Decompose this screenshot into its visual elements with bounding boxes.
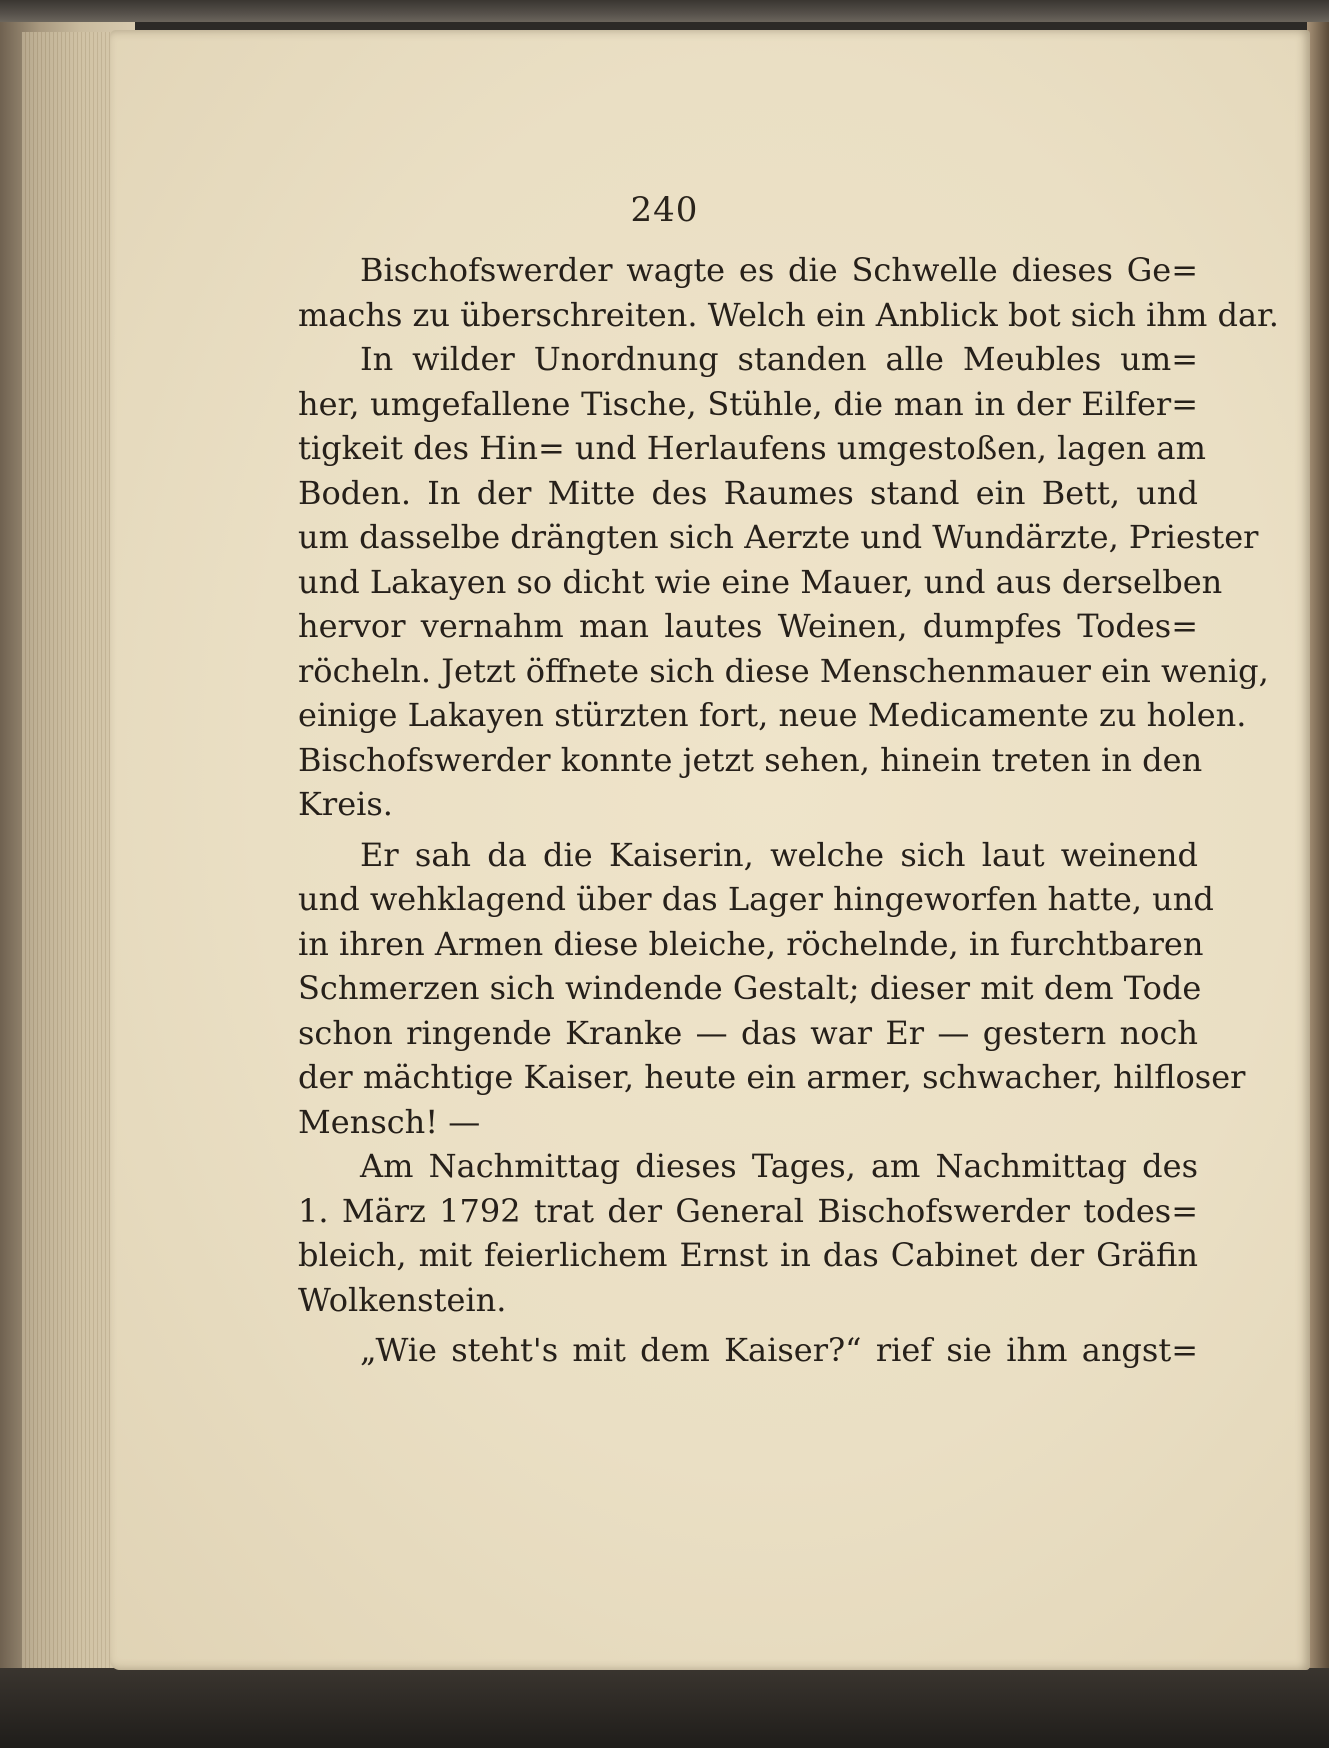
page-number: 240 <box>630 190 699 230</box>
text-line: In wilder Unordnung standen alle Meubles um= <box>360 340 1198 378</box>
text-line: Er sah da die Kaiserin, welche sich laut weinend <box>360 835 1198 874</box>
book-cover-right-edge <box>1307 22 1329 1682</box>
text-line: „Wie steht's mit dem Kaiser?“ rief sie ihm angst= <box>360 1331 1198 1369</box>
text-line: um dasselbe drängten sich Aerzte und Wundärzte, Priester <box>298 518 1259 556</box>
text-line: Bischofswerder konnte jetzt sehen, hinein treten in den <box>298 740 1203 779</box>
text-line: Schmerzen sich windende Gestalt; dieser mit dem Tode <box>298 969 1202 1007</box>
text-line: bleich, mit feierlichem Ernst in das Cabinet der Gräfin <box>298 1236 1198 1274</box>
text-line: Am Nachmittag dieses Tages, am Nachmittag des <box>360 1147 1198 1185</box>
text-line: Bischofswerder wagte es die Schwelle dieses Ge= <box>360 251 1198 289</box>
text-line: hervor vernahm man lautes Weinen, dumpfes Todes= <box>298 607 1198 645</box>
text-line: in ihren Armen diese bleiche, röchelnde, in furchtbaren <box>298 924 1204 963</box>
text-line: röcheln. Jetzt öffnete sich diese Menschenmauer ein wenig, <box>298 651 1269 690</box>
book-cover-bottom-edge <box>0 1668 1329 1748</box>
body-text <box>298 248 1279 1373</box>
text-line: 1. März 1792 trat der General Bischofswerder todes= <box>298 1191 1198 1230</box>
text-line: Mensch! — <box>298 1102 481 1141</box>
text-line: Kreis. <box>298 785 393 823</box>
text-line: Boden. In der Mitte des Raumes stand ein Bett, und <box>298 473 1198 512</box>
text-line: her, umgefallene Tische, Stühle, die man in der Eilfer= <box>298 384 1198 423</box>
text-line: der mächtige Kaiser, heute ein armer, schwacher, hilfloser <box>298 1058 1246 1096</box>
text-line: tigkeit des Hin= und Herlaufens umgestoßen, lagen am <box>298 429 1206 467</box>
text-line: schon ringende Kranke — das war Er — gestern noch <box>298 1013 1198 1052</box>
text-line: Wolkenstein. <box>298 1280 507 1319</box>
text-line: machs zu überschreiten. Welch ein Anblick bot sich ihm dar. <box>298 295 1279 334</box>
book-cover-top-edge <box>0 0 1329 22</box>
text-line: und wehklagend über das Lager hingeworfen hatte, und <box>298 880 1214 918</box>
text-line: und Lakayen so dicht wie eine Mauer, und aus derselben <box>298 562 1223 601</box>
text-line: einige Lakayen stürzten fort, neue Medicamente zu holen. <box>298 696 1247 734</box>
